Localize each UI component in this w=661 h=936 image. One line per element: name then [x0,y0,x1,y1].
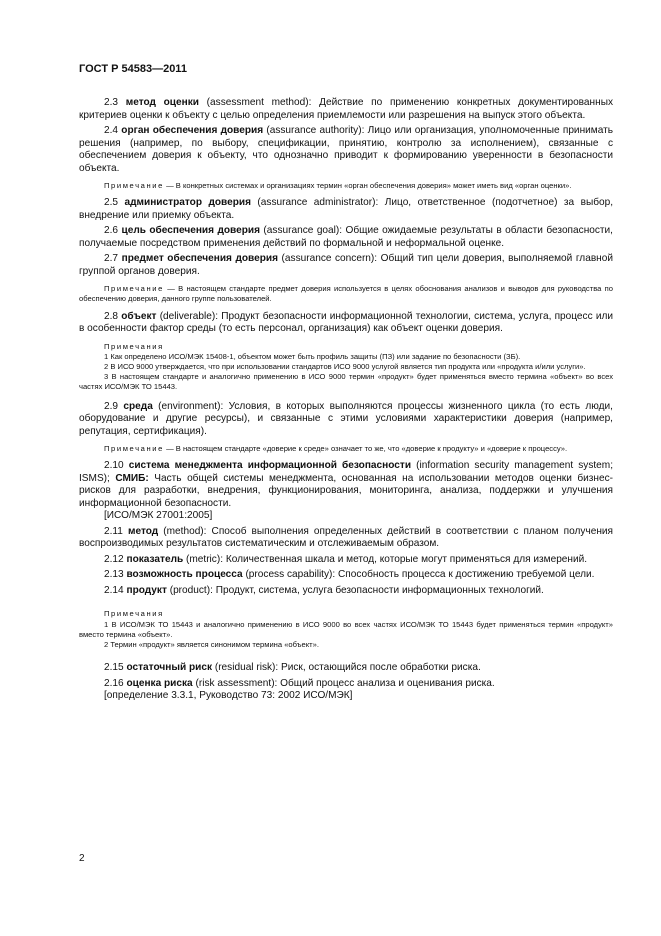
term: продукт [126,584,167,596]
definition-2-6: 2.6 цель обеспечения доверия (assurance goal): Общие ожидаемые результаты в области безопасности, получаемые посредством применения действий по формальной и неформальной оценке. [79,225,613,249]
note-2-9: Примечание — В настоящем стандарте «доверие к среде» означает то же, что «доверие к продукту» и «доверие к процессу». [104,444,568,454]
term: администратор доверия [124,197,251,209]
note-line: 2 В ИСО 9000 утверждается, что при использовании стандартов ИСО 9000 услугой является тип продукта или «продукта и/или услуги». [104,362,586,372]
definition-2-8: 2.8 объект (deliverable): Продукт безопасности информационной технологии, система, услуга, процесс или в особенности фактор среды (то есть персонал, организация) как объект оценки доверия. [79,310,613,335]
definition-2-5: 2.5 администратор доверия (assurance administrator): Лицо, ответственное (подотчетное) за выбор, внедрение или приемку объекта. [79,197,614,221]
definition-2-13: 2.13 возможность процесса (process capability): Способность процесса к достижению требуемой цели. [104,569,595,581]
definition-2-14: 2.14 продукт (product): Продукт, система, услуга безопасности информационных технологий. [104,584,544,596]
definition-2-15: 2.15 остаточный риск (residual risk): Риск, остающийся после обработки риска. [104,662,481,674]
reference-2-10: [ИСО/МЭК 27001:2005] [104,510,213,522]
document-header: ГОСТ Р 54583—2011 [79,63,187,75]
notes-heading-2-8: Примечания [104,341,164,351]
document-body [79,97,613,706]
note-line: 1 В ИСО/МЭК ТО 15443 и аналогично применению в ИСО 9000 во всех частях ИСО/МЭК ТО 15443 будет применяться термин «продукт» вместо термина «объект». [79,619,613,639]
definition-2-9: 2.9 среда (environment): Условия, в которых выполняются процессы жизненного цикла (то есть люди, оборудование и другие ресурсы), и связанные с этими условиями характеристики доверия (например, репутация, сертификация). [79,400,613,437]
notes-heading-2-14: Примечания [104,609,164,619]
definition-2-4: 2.4 орган обеспечения доверия (assurance authority): Лицо или организация, уполномоченные принимать решения (например, по выбору, спецификации, принятию, контролю за исполнением), связанные с обеспечением доверия к объекту, что однозначно приводит к формированию уверенности в безопасности объекта. [79,125,613,174]
page-number: 2 [79,853,85,864]
definition-2-3: 2.3 метод оценки (assessment method): Действие по применению конкретных документированных критериев оценки к объекту с целью определения приемлемости или разрешения на выпуск этого объекта. [79,97,613,121]
reference-2-16: [определение 3.3.1, Руководство 73: 2002 ИСО/МЭК] [104,690,353,702]
term: метод оценки [125,97,199,108]
term: система менеджмента информационной безопасности [128,460,412,472]
term: оценка риска [126,677,193,689]
note-line: 2 Термин «продукт» является синонимом термина «объект». [104,639,319,649]
definition-2-16: 2.16 оценка риска (risk assessment): Общий процесс анализа и оценивания риска. [104,677,495,689]
notes-2-8 [79,352,613,393]
term: метод [128,525,159,537]
term: остаточный риск [126,662,213,674]
definition-2-12: 2.12 показатель (metric): Количественная шкала и метод, которые могут применяться для измерений. [104,553,588,565]
note-line: 3 В настоящем стандарте и аналогично применению в ИСО 9000 термин «продукт» будет применяться вместо термина «объект» во всех частях ИСО/МЭК ТО 15443. [79,372,613,392]
term: орган обеспечения доверия [121,125,264,136]
term: показатель [126,553,184,565]
definition-2-7: 2.7 предмет обеспечения доверия (assurance concern): Общий тип цели доверия, выполняемой главной группой органов доверия. [79,253,614,277]
notes-2-14 [79,620,613,651]
note-2-7: Примечание — В настоящем стандарте предмет доверия используется в целях обоснования анализов и выводов для руководства по обеспечению доверия, данного группе пользователей. [79,284,613,304]
term-abbrev: СМИБ: [115,472,149,484]
term: объект [121,310,157,322]
definition-2-11: 2.11 метод (method): Способ выполнения определенных действий в соответствии с планом получения воспроизводимых результатов систематическим и отслеживаемым образом. [79,525,613,550]
term: среда [123,400,153,412]
term: возможность процесса [126,569,243,581]
definition-2-10: 2.10 система менеджмента информационной безопасности (information security management system; ISMS); СМИБ: Часть общей системы менеджмента, основанная на использовании методов оценки бизнес-рисков для разработки, внедрения, функционирования, мониторинга, анализа, поддержки и улучшения информационной безопасности. [79,460,613,509]
note-line: 1 Как определено ИСО/МЭК 15408-1, объектом может быть профиль защиты (ПЗ) или задание по безопасности (ЗБ). [104,351,521,361]
term: предмет обеспечения доверия [121,253,278,265]
note-2-4: Примечание — В конкретных системах и организациях термин «орган обеспечения доверия» может иметь вид «орган оценки». [104,181,572,190]
term: цель обеспечения доверия [121,225,260,237]
